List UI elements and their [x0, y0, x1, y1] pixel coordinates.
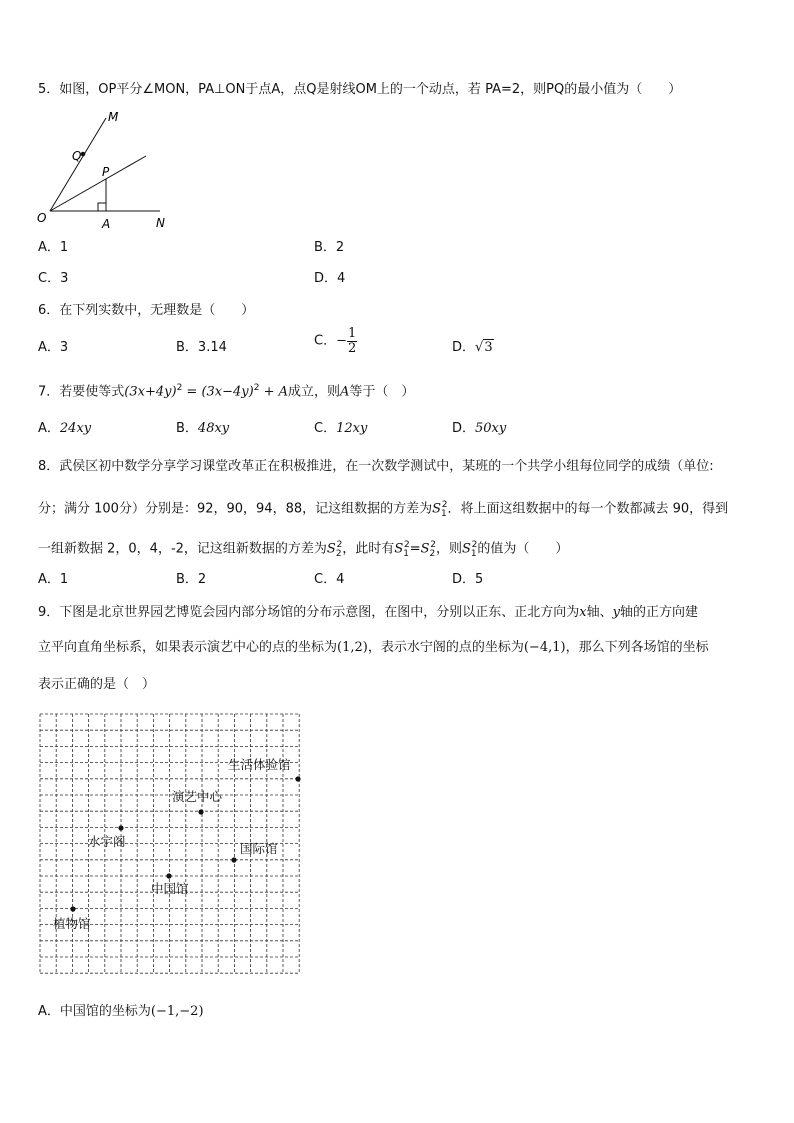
sqrt-symbol: √: [475, 340, 484, 355]
venue-shuiyu-pavilion-point: [118, 825, 123, 830]
q6-stem: 6．在下列实数中，无理数是（ ）: [38, 303, 255, 318]
q9-line3: 表示正确的是（ ）: [38, 677, 156, 692]
ray-om: [50, 118, 106, 211]
q8-line1: 8．武侯区初中数学分享学习课堂改革正在积极推进，在一次数学测试中，某班的一个共学小组每位同学的成绩（单位:: [38, 459, 714, 474]
q6-option-a[interactable]: A．3: [38, 340, 69, 355]
q6-option-d[interactable]: D．√3: [452, 340, 493, 355]
q5-figure: [30, 104, 180, 230]
q8-option-c[interactable]: C．4: [314, 572, 345, 587]
q8-option-a[interactable]: A．1: [38, 572, 69, 587]
venue-international-pavilion-point: [231, 857, 236, 862]
venue-shuiyu-pavilion-label: 水宇阁: [88, 834, 126, 849]
q6-option-c[interactable]: C．− $\frac{1}{2}$: [314, 326, 357, 356]
q8-line3: 一组新数据 2，0，4，-2，记这组新数据的方差为$S_2^2$，此时有$S_1^2=S_2^2$，则$S_1^2$的值为（ ）: [38, 540, 569, 559]
label-p: P: [102, 165, 110, 179]
venue-international-pavilion-label: 国际馆: [240, 841, 278, 856]
q8-line2: 分；满分 100分）分别是：92，90，94，88，记这组数据的方差为$S_1^2$．将上面这组数据中的每一个数都减去 90，得到: [38, 500, 729, 519]
q8-option-d[interactable]: D．5: [452, 572, 484, 587]
label-m: M: [108, 110, 119, 124]
q5-option-d[interactable]: D．4: [314, 271, 346, 286]
venue-china-pavilion-point: [166, 873, 171, 878]
venue-botanical-pavilion-point: [70, 906, 75, 911]
q7-option-d[interactable]: D．50xy: [452, 421, 507, 436]
q7-stem: 7．若要使等式$(3x+4y)^2 = (3x-4y)^2 + A$成立，则A等于（ ）: [38, 383, 415, 400]
q9-option-a[interactable]: A．中国馆的坐标为(−1,−2): [38, 1004, 204, 1019]
q7-option-c[interactable]: C．12xy: [314, 421, 368, 436]
venue-performance-center-point: [198, 809, 203, 814]
q6-option-b[interactable]: B．3.14: [176, 340, 227, 355]
q8-option-b[interactable]: B．2: [176, 572, 207, 587]
venue-china-pavilion-label: 中国馆: [151, 881, 189, 896]
q9-map-grid: [38, 712, 304, 978]
q5-option-c[interactable]: C．3: [38, 271, 69, 286]
q5-option-b[interactable]: B．2: [314, 240, 345, 255]
label-a: A: [102, 217, 111, 230]
q5-number: 5．: [38, 82, 60, 97]
right-angle-mark: [98, 203, 106, 211]
label-n: N: [156, 216, 165, 230]
q7-option-a[interactable]: A．24xy: [38, 421, 92, 436]
label-q: Q: [72, 149, 82, 163]
q9-line2: 立平向直角坐标系，如果表示演艺中心的点的坐标为(1,2)，表示水宁阁的点的坐标为(−4,1)，那么下列各场馆的坐标: [38, 640, 709, 655]
q7-option-b[interactable]: B．48xy: [176, 421, 230, 436]
q5-option-a[interactable]: A．1: [38, 240, 69, 255]
fraction-one-half: $\frac{1}{2}$: [347, 326, 357, 356]
label-o: O: [37, 211, 47, 225]
q5-stem: [38, 82, 681, 98]
venue-performance-center-label: 演艺中心: [172, 789, 223, 804]
q5-text: 如图，OP平分∠MON，PA⊥ON于点A，点Q是射线OM上的一个动点，若 PA=2，则PQ的最小值为（ ）: [59, 82, 682, 97]
venue-life-experience-label: 生活体验馆: [228, 757, 291, 772]
venue-life-experience-point: [295, 776, 300, 781]
q9-line1: 9．下图是北京世界园艺博览会园内部分场馆的分布示意图，在图中，分别以正东、正北方向为x轴、y轴的正方向建: [38, 605, 699, 620]
venue-botanical-pavilion-label: 植物馆: [53, 916, 91, 931]
